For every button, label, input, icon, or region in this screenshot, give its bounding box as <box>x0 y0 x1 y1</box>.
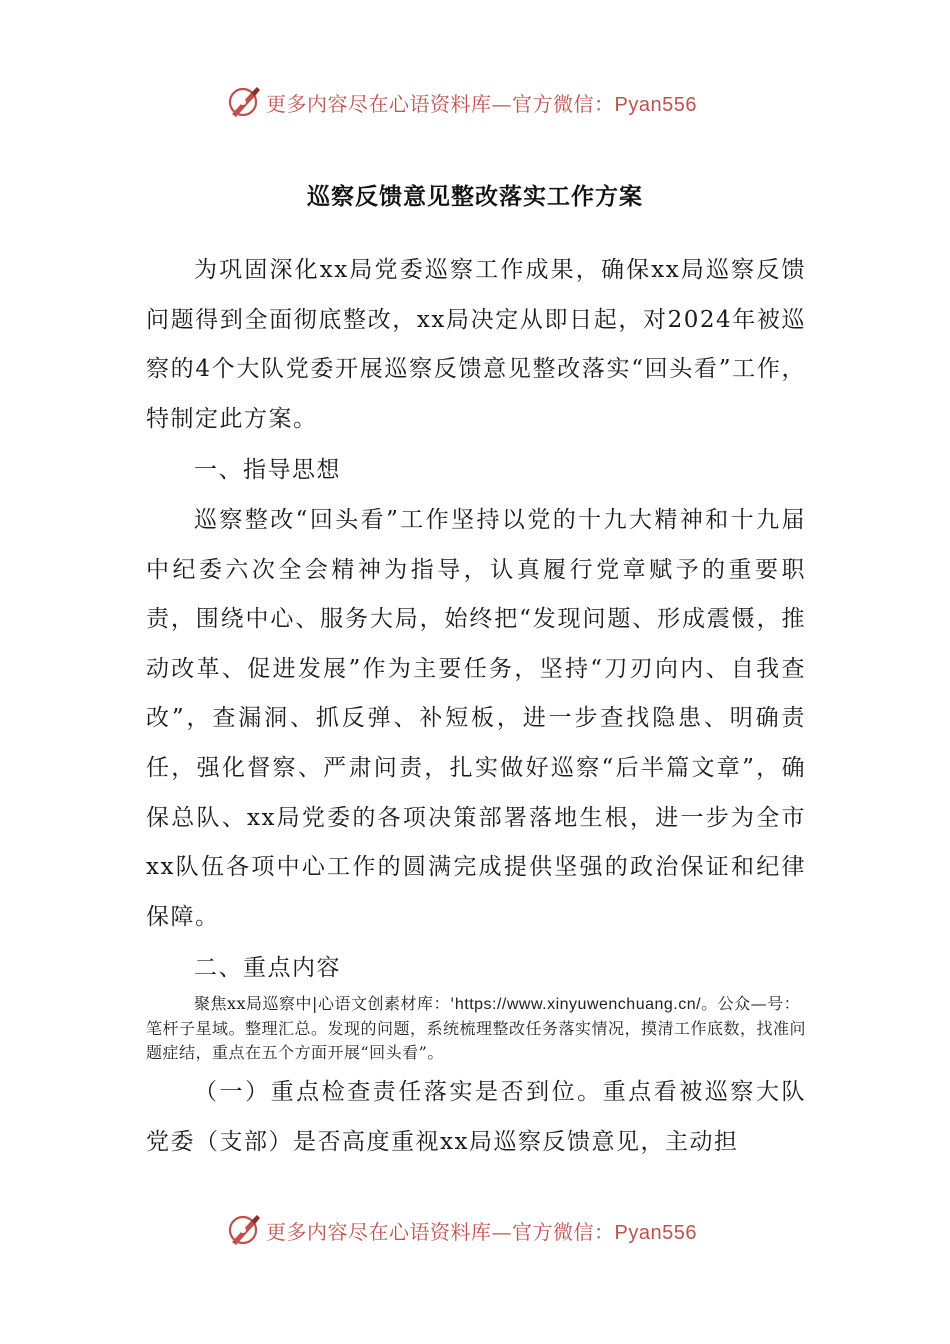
note-text-start: 聚焦xx局巡察中|心语文创素材库：' <box>194 994 455 1013</box>
watermark-wechat-id: Pyan556 <box>614 93 697 116</box>
key-content-note-paragraph <box>146 992 806 1065</box>
pen-logo-icon <box>226 84 262 120</box>
watermark-label: 更多内容尽在心语资料库—官方微信： <box>266 1219 615 1244</box>
header-watermark-banner <box>0 80 950 124</box>
watermark-wechat-id: Pyan556 <box>614 1221 697 1244</box>
note-text-end: 。公众—号：笔杆子星域。整理汇总。发现的问题，系统梳理整改任务落实情况，摸清工作底数，找准问题症结，重点在五个方面开展“回头看”。 <box>146 994 807 1062</box>
footer-watermark-content <box>226 1208 697 1252</box>
footer-watermark-text <box>266 1216 697 1245</box>
section-heading-key-content: 二、重点内容 <box>194 955 341 981</box>
section-heading-guiding-ideology: 一、指导思想 <box>194 457 341 483</box>
footer-watermark-banner <box>0 1208 950 1252</box>
header-watermark-text <box>266 88 697 117</box>
pen-logo-icon <box>226 1212 262 1248</box>
document-title: 巡察反馈意见整改落实工作方案 <box>307 183 643 210</box>
header-watermark-content <box>226 80 697 124</box>
note-url: https://www.xinyuwenchuang.cn/ <box>454 996 702 1013</box>
key-content-item-1: （一）重点检查责任落实是否到位。重点看被巡察大队党委（支部）是否高度重视xx局巡察反馈意见，主动担 <box>146 1079 806 1155</box>
intro-paragraph: 为巩固深化xx局党委巡察工作成果，确保xx局巡察反馈问题得到全面彻底整改，xx局决定从即日起，对2024年被巡察的4个大队党委开展巡察反馈意见整改落实“回头看”工作，特制定此方案。 <box>146 257 806 432</box>
watermark-label: 更多内容尽在心语资料库—官方微信： <box>266 91 615 116</box>
section-body-guiding-ideology: 巡察整改“回头看”工作坚持以党的十九大精神和十九届中纪委六次全会精神为指导，认真履行党章赋予的重要职责，围绕中心、服务大局，始终把“发现问题、形成震慑，推动改革、促进发展”作为主要任务，坚持“刀刃向内、自我查改”，查漏洞、抓反弹、补短板，进一步查找隐患、明确责任，强化督察、严肃问责，扎实做好巡察“后半篇文章”，确保总队、xx局党委的各项决策部署落地生根，进一步为全市xx队伍各项中心工作的圆满完成提供坚强的政治保证和纪律保障。 <box>146 507 806 930</box>
